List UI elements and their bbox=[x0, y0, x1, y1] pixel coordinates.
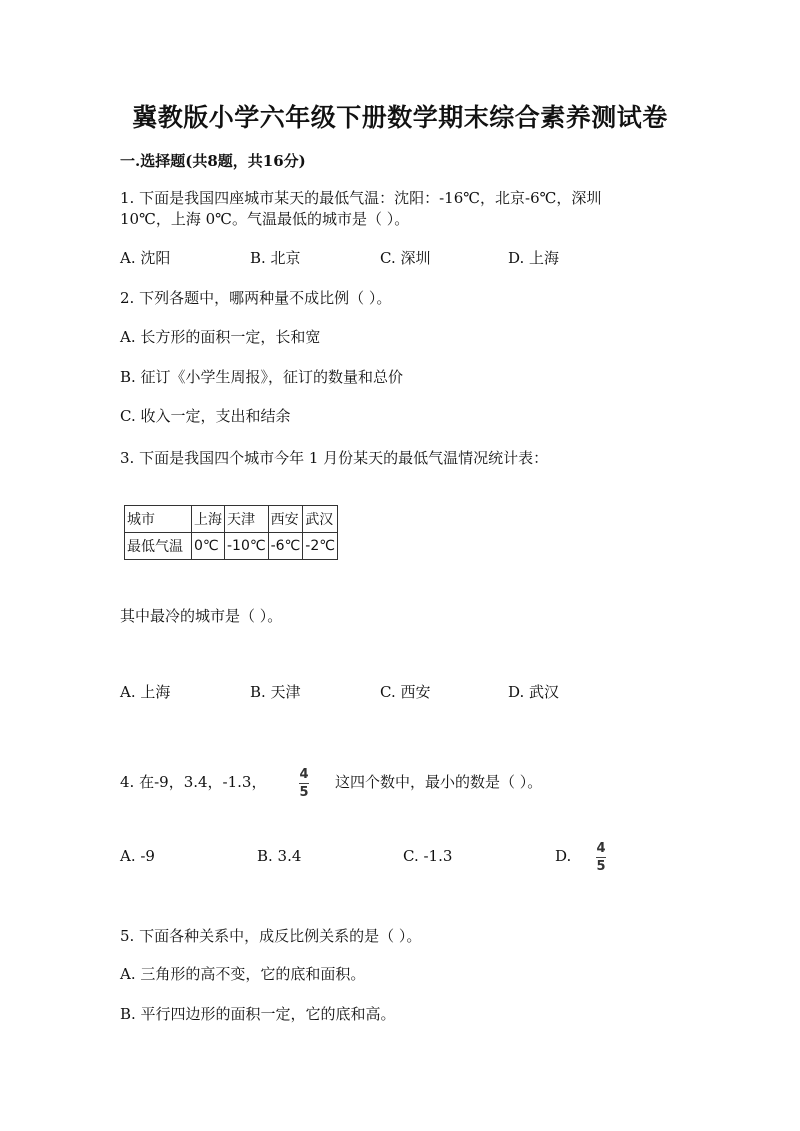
table-cell: 武汉 bbox=[303, 506, 338, 533]
q3-option-d: D. 武汉 bbox=[508, 683, 560, 701]
q1-option-a: A. 沈阳 bbox=[120, 249, 171, 267]
q1-option-c: C. 深圳 bbox=[380, 249, 431, 267]
q4-option-d: D. bbox=[555, 847, 572, 865]
q3-option-b: B. 天津 bbox=[250, 683, 301, 701]
fraction-denominator: 5 bbox=[596, 859, 606, 874]
q2-option-c: C. 收入一定，支出和结余 bbox=[120, 407, 291, 425]
q5-option-b: B. 平行四边形的面积一定，它的底和高。 bbox=[120, 1005, 396, 1023]
table-cell: 最低气温 bbox=[125, 533, 192, 560]
q4-option-a: A. -9 bbox=[120, 847, 155, 865]
table-cell: 城市 bbox=[125, 506, 192, 533]
q1-option-d: D. 上海 bbox=[508, 249, 560, 267]
fraction-denominator: 5 bbox=[299, 785, 309, 800]
q1-stem-line2: 10℃，上海 0℃。气温最低的城市是（ ）。 bbox=[120, 210, 410, 228]
q2-option-a: A. 长方形的面积一定，长和宽 bbox=[120, 328, 321, 346]
q3-question: 其中最冷的城市是（ ）。 bbox=[120, 607, 283, 625]
q4-stem-before: 4. 在-9，3.4，-1.3， bbox=[120, 773, 267, 791]
q4-stem-after: 这四个数中，最小的数是（ ）。 bbox=[335, 773, 543, 791]
temperature-table bbox=[124, 505, 338, 560]
fraction-numerator: 4 bbox=[596, 841, 606, 856]
table-row bbox=[125, 506, 338, 533]
q2-stem: 2. 下列各题中，哪两种量不成比例（ ）。 bbox=[120, 289, 392, 307]
fraction-bar bbox=[299, 783, 309, 784]
q1-option-b: B. 北京 bbox=[250, 249, 301, 267]
q5-option-a: A. 三角形的高不变，它的底和面积。 bbox=[120, 965, 366, 983]
q4-option-b: B. 3.4 bbox=[257, 847, 302, 865]
q4-fraction bbox=[299, 768, 309, 799]
section-heading: 一.选择题(共8题，共16分) bbox=[120, 152, 306, 170]
q3-stem: 3. 下面是我国四个城市今年 1 月份某天的最低气温情况统计表： bbox=[120, 449, 549, 467]
q4-option-c: C. -1.3 bbox=[403, 847, 453, 865]
q4-option-d-fraction bbox=[596, 842, 606, 873]
table-cell: -6℃ bbox=[268, 533, 303, 560]
q2-option-b: B. 征订《小学生周报》，征订的数量和总价 bbox=[120, 368, 404, 386]
q5-stem: 5. 下面各种关系中，成反比例关系的是（ ）。 bbox=[120, 927, 422, 945]
q1-stem-line1: 1. 下面是我国四座城市某天的最低气温：沈阳：-16℃，北京-6℃，深圳 bbox=[120, 189, 602, 207]
q3-option-a: A. 上海 bbox=[120, 683, 171, 701]
fraction-bar bbox=[596, 857, 606, 858]
table-cell: 西安 bbox=[268, 506, 303, 533]
table-row bbox=[125, 533, 338, 560]
table-cell: -10℃ bbox=[225, 533, 269, 560]
table-cell: 0℃ bbox=[192, 533, 225, 560]
q3-option-c: C. 西安 bbox=[380, 683, 431, 701]
table-cell: 上海 bbox=[192, 506, 225, 533]
table-cell: 天津 bbox=[225, 506, 269, 533]
table-cell: -2℃ bbox=[303, 533, 338, 560]
fraction-numerator: 4 bbox=[299, 767, 309, 782]
page-title: 冀教版小学六年级下册数学期末综合素养测试卷 bbox=[132, 103, 668, 132]
